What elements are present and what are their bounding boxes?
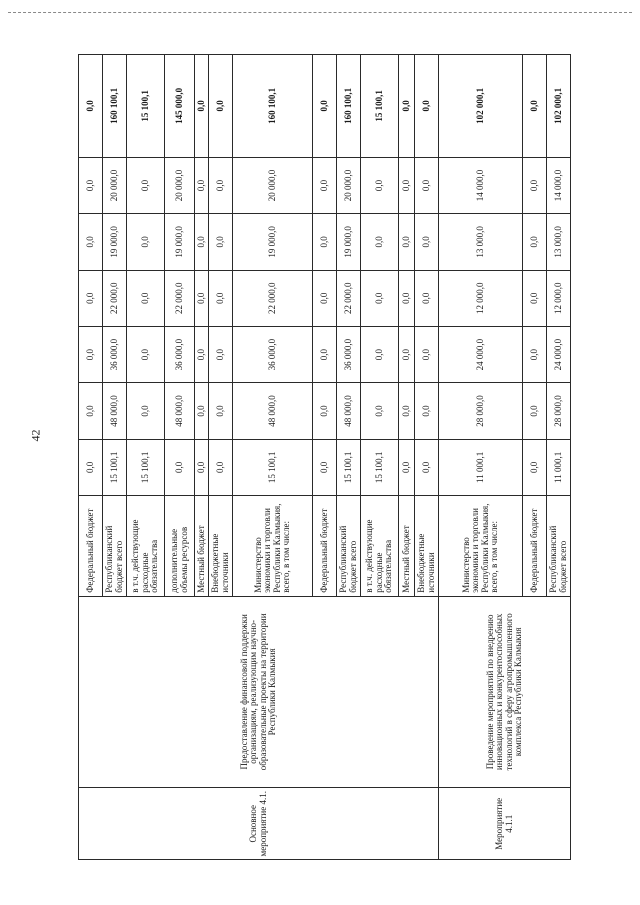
value-cell: 13 000,0 [439, 214, 523, 270]
total-cell: 0,0 [195, 55, 209, 158]
value-cell: 14 000,0 [547, 157, 571, 213]
top-dashed-rule [8, 12, 632, 13]
value-cell: 24 000,0 [547, 326, 571, 382]
value-cell: 0,0 [313, 326, 337, 382]
total-cell: 160 100,1 [233, 55, 313, 158]
value-cell: 0,0 [209, 326, 233, 382]
value-cell: 0,0 [399, 326, 415, 382]
value-cell: 0,0 [399, 270, 415, 326]
total-cell: 102 000,1 [547, 55, 571, 158]
value-cell: 0,0 [361, 157, 399, 213]
value-cell: 0,0 [195, 383, 209, 439]
funding-source: дополнительные объемы ресурсов [165, 496, 195, 597]
value-cell: 0,0 [79, 214, 103, 270]
value-cell: 0,0 [361, 270, 399, 326]
value-cell: 0,0 [165, 439, 195, 495]
value-cell: 13 000,0 [547, 214, 571, 270]
budget-table [78, 54, 571, 860]
total-cell: 15 100,1 [361, 55, 399, 158]
value-cell: 48 000,0 [337, 383, 361, 439]
value-cell: 19 000,0 [233, 214, 313, 270]
event-title: Проведение мероприятий по внедрению инновационных и конкурентоспособных технологий в сферу агропромышленного комплекса Республики Калмыкия [439, 596, 571, 787]
value-cell: 0,0 [361, 214, 399, 270]
value-cell: 0,0 [523, 326, 547, 382]
value-cell: 19 000,0 [165, 214, 195, 270]
value-cell: 0,0 [127, 383, 165, 439]
value-cell: 0,0 [79, 326, 103, 382]
funding-source: Республиканский бюджет всего [337, 496, 361, 597]
value-cell: 0,0 [415, 439, 439, 495]
funding-source: Республиканский бюджет всего [547, 496, 571, 597]
funding-source: Местный бюджет [399, 496, 415, 597]
total-cell: 102 000,1 [439, 55, 523, 158]
value-cell: 0,0 [209, 157, 233, 213]
value-cell: 36 000,0 [103, 326, 127, 382]
value-cell: 0,0 [195, 157, 209, 213]
value-cell: 20 000,0 [233, 157, 313, 213]
rotated-page-content [78, 54, 568, 860]
value-cell: 0,0 [127, 157, 165, 213]
total-cell: 0,0 [313, 55, 337, 158]
value-cell: 0,0 [209, 383, 233, 439]
value-cell: 15 100,1 [103, 439, 127, 495]
value-cell: 0,0 [523, 383, 547, 439]
value-cell: 0,0 [523, 157, 547, 213]
value-cell: 22 000,0 [165, 270, 195, 326]
value-cell: 0,0 [523, 214, 547, 270]
value-cell: 19 000,0 [337, 214, 361, 270]
funding-source: Федеральный бюджет [523, 496, 547, 597]
value-cell: 0,0 [415, 270, 439, 326]
value-cell: 22 000,0 [103, 270, 127, 326]
value-cell: 15 100,1 [233, 439, 313, 495]
value-cell: 0,0 [79, 157, 103, 213]
value-cell: 12 000,0 [439, 270, 523, 326]
value-cell: 0,0 [313, 270, 337, 326]
funding-source: в т.ч. действующие расходные обязательства [361, 496, 399, 597]
funding-source: Внебюджетные источники [209, 496, 233, 597]
value-cell: 0,0 [523, 439, 547, 495]
value-cell: 20 000,0 [165, 157, 195, 213]
value-cell: 0,0 [415, 214, 439, 270]
value-cell: 28 000,0 [547, 383, 571, 439]
value-cell: 0,0 [399, 214, 415, 270]
value-cell: 0,0 [361, 326, 399, 382]
page-number: 42 [28, 429, 43, 442]
total-cell: 160 100,1 [103, 55, 127, 158]
value-cell: 0,0 [195, 214, 209, 270]
value-cell: 11 000,1 [439, 439, 523, 495]
value-cell: 0,0 [361, 383, 399, 439]
value-cell: 0,0 [399, 383, 415, 439]
value-cell: 20 000,0 [337, 157, 361, 213]
event-code: Основное мероприятие 4.1. [79, 788, 439, 860]
value-cell: 0,0 [313, 439, 337, 495]
funding-source: Федеральный бюджет [313, 496, 337, 597]
value-cell: 0,0 [313, 214, 337, 270]
event-code: Мероприятие 4.1.1 [439, 788, 571, 860]
value-cell: 20 000,0 [103, 157, 127, 213]
value-cell: 11 000,1 [547, 439, 571, 495]
event-title: Предоставление финансовой поддержки организациям, реализующим научно-образовательные проекты на территории Республики Калмыкия [79, 596, 439, 787]
value-cell: 15 100,1 [127, 439, 165, 495]
value-cell: 0,0 [79, 439, 103, 495]
total-cell: 0,0 [523, 55, 547, 158]
value-cell: 0,0 [415, 383, 439, 439]
value-cell: 0,0 [209, 214, 233, 270]
total-cell: 0,0 [415, 55, 439, 158]
funding-source: Федеральный бюджет [79, 496, 103, 597]
value-cell: 36 000,0 [337, 326, 361, 382]
funding-source: Местный бюджет [195, 496, 209, 597]
value-cell: 0,0 [127, 270, 165, 326]
funding-source: Внебюджетные источники [415, 496, 439, 597]
total-cell: 15 100,1 [127, 55, 165, 158]
value-cell: 0,0 [209, 439, 233, 495]
value-cell: 0,0 [415, 326, 439, 382]
funding-source: в т.ч. действующие расходные обязательства [127, 496, 165, 597]
value-cell: 22 000,0 [233, 270, 313, 326]
value-cell: 15 100,1 [361, 439, 399, 495]
total-cell: 160 100,1 [337, 55, 361, 158]
value-cell: 19 000,0 [103, 214, 127, 270]
funding-source: Министерство экономики и торговли Республики Калмыкия, всего, в том числе: [439, 496, 523, 597]
value-cell: 24 000,0 [439, 326, 523, 382]
value-cell: 0,0 [209, 270, 233, 326]
value-cell: 15 100,1 [337, 439, 361, 495]
table-row [79, 55, 103, 861]
value-cell: 0,0 [195, 270, 209, 326]
value-cell: 0,0 [399, 439, 415, 495]
value-cell: 0,0 [79, 270, 103, 326]
total-cell: 0,0 [79, 55, 103, 158]
budget-table-body [79, 55, 571, 861]
value-cell: 0,0 [523, 270, 547, 326]
value-cell: 22 000,0 [337, 270, 361, 326]
value-cell: 36 000,0 [233, 326, 313, 382]
value-cell: 0,0 [195, 326, 209, 382]
value-cell: 0,0 [415, 157, 439, 213]
total-cell: 0,0 [399, 55, 415, 158]
value-cell: 12 000,0 [547, 270, 571, 326]
value-cell: 0,0 [127, 326, 165, 382]
value-cell: 14 000,0 [439, 157, 523, 213]
value-cell: 48 000,0 [233, 383, 313, 439]
value-cell: 0,0 [127, 214, 165, 270]
value-cell: 0,0 [399, 157, 415, 213]
total-cell: 145 000,0 [165, 55, 195, 158]
funding-source: Министерство экономики и торговли Республики Калмыкия, всего, в том числе: [233, 496, 313, 597]
table-row [439, 55, 523, 861]
value-cell: 36 000,0 [165, 326, 195, 382]
value-cell: 0,0 [79, 383, 103, 439]
funding-source: Республиканский бюджет всего [103, 496, 127, 597]
total-cell: 0,0 [209, 55, 233, 158]
value-cell: 0,0 [313, 383, 337, 439]
value-cell: 0,0 [195, 439, 209, 495]
value-cell: 28 000,0 [439, 383, 523, 439]
value-cell: 0,0 [313, 157, 337, 213]
value-cell: 48 000,0 [103, 383, 127, 439]
value-cell: 48 000,0 [165, 383, 195, 439]
